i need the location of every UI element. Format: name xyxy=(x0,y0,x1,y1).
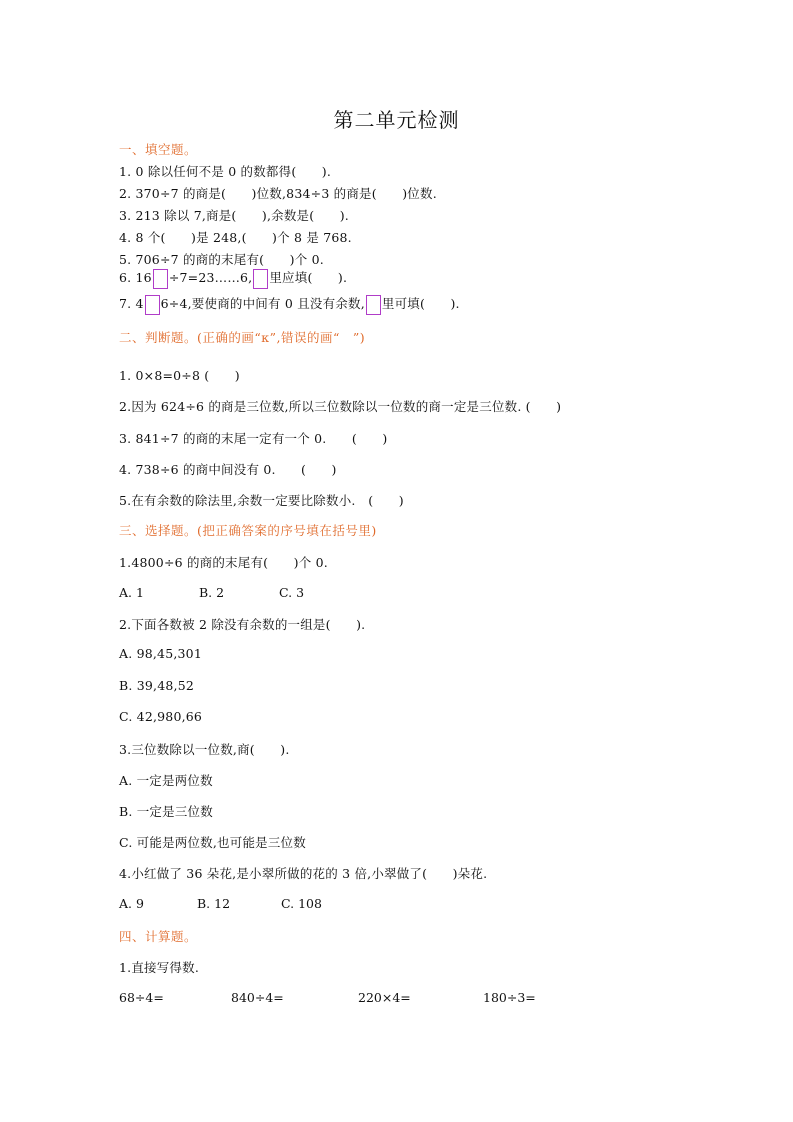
question-1-6 xyxy=(119,268,347,289)
question-3-4-options xyxy=(119,896,419,914)
blank-box[interactable] xyxy=(153,269,168,289)
question-2-5: 5.在有余数的除法里,余数一定要比除数小. ( ) xyxy=(119,493,404,508)
question-3-4: 4.小红做了 36 朵花,是小翠所做的花的 3 倍,小翠做了( )朵花. xyxy=(119,866,488,881)
option-c[interactable]: C. 3 xyxy=(279,585,305,600)
calculation-row xyxy=(119,990,619,1008)
question-1-6-part-a: 6. 16 xyxy=(119,270,152,285)
page-title: 第二单元检测 xyxy=(333,108,460,132)
question-1-4: 4. 8 个( )是 248,( )个 8 是 768. xyxy=(119,230,352,245)
question-1-7-part-b: 6÷4,要使商的中间有 0 且没有余数, xyxy=(160,296,365,311)
calc-item: 180÷3= xyxy=(483,990,536,1005)
blank-box[interactable] xyxy=(366,295,381,315)
question-1-1: 1. 0 除以任何不是 0 的数都得( ). xyxy=(119,164,332,179)
question-1-7-part-a: 7. 4 xyxy=(119,296,144,311)
question-1-2: 2. 370÷7 的商是( )位数,834÷3 的商是( )位数. xyxy=(119,186,437,201)
section-heading-true-false: 二、判断题。(正确的画“κ”,错误的画“ ”) xyxy=(119,330,366,345)
question-3-2: 2.下面各数被 2 除没有余数的一组是( ). xyxy=(119,617,366,632)
section-heading-multiple-choice: 三、选择题。(把正确答案的序号填在括号里) xyxy=(119,523,377,538)
blank-box[interactable] xyxy=(253,269,268,289)
option-b[interactable]: B. 12 xyxy=(197,896,231,911)
question-1-3: 3. 213 除以 7,商是( ),余数是( ). xyxy=(119,208,349,223)
question-1-6-part-c: 里应填( ). xyxy=(269,270,348,285)
calc-item: 840÷4= xyxy=(231,990,284,1005)
question-1-5: 5. 706÷7 的商的末尾有( )个 0. xyxy=(119,252,324,267)
question-4-1: 1.直接写得数. xyxy=(119,960,199,975)
question-3-1: 1.4800÷6 的商的末尾有( )个 0. xyxy=(119,555,328,570)
option-a[interactable]: A. 1 xyxy=(119,585,144,600)
question-2-4: 4. 738÷6 的商中间没有 0. ( ) xyxy=(119,462,337,477)
question-3-1-options xyxy=(119,585,419,603)
section-heading-calculation: 四、计算题。 xyxy=(119,929,198,944)
blank-box[interactable] xyxy=(145,295,160,315)
calc-item: 68÷4= xyxy=(119,990,164,1005)
question-2-1: 1. 0×8=0÷8 ( ) xyxy=(119,368,240,383)
option-a[interactable]: A. 一定是两位数 xyxy=(119,773,213,788)
option-a[interactable]: A. 98,45,301 xyxy=(119,646,202,661)
question-3-3: 3.三位数除以一位数,商( ). xyxy=(119,742,290,757)
option-b[interactable]: B. 一定是三位数 xyxy=(119,804,213,819)
option-c[interactable]: C. 108 xyxy=(281,896,322,911)
question-1-7-part-c: 里可填( ). xyxy=(381,296,460,311)
option-c[interactable]: C. 42,980,66 xyxy=(119,709,203,724)
option-c[interactable]: C. 可能是两位数,也可能是三位数 xyxy=(119,835,306,850)
question-2-3: 3. 841÷7 的商的末尾一定有一个 0. ( ) xyxy=(119,431,388,446)
option-b[interactable]: B. 2 xyxy=(199,585,225,600)
calc-item: 220×4= xyxy=(358,990,411,1005)
question-1-6-part-b: ÷7=23……6, xyxy=(168,270,253,285)
option-a[interactable]: A. 9 xyxy=(119,896,144,911)
option-b[interactable]: B. 39,48,52 xyxy=(119,678,194,693)
section-heading-fill-in: 一、填空题。 xyxy=(119,142,198,157)
question-1-7 xyxy=(119,294,460,315)
question-2-2: 2.因为 624÷6 的商是三位数,所以三位数除以一位数的商一定是三位数. ( ) xyxy=(119,399,562,414)
